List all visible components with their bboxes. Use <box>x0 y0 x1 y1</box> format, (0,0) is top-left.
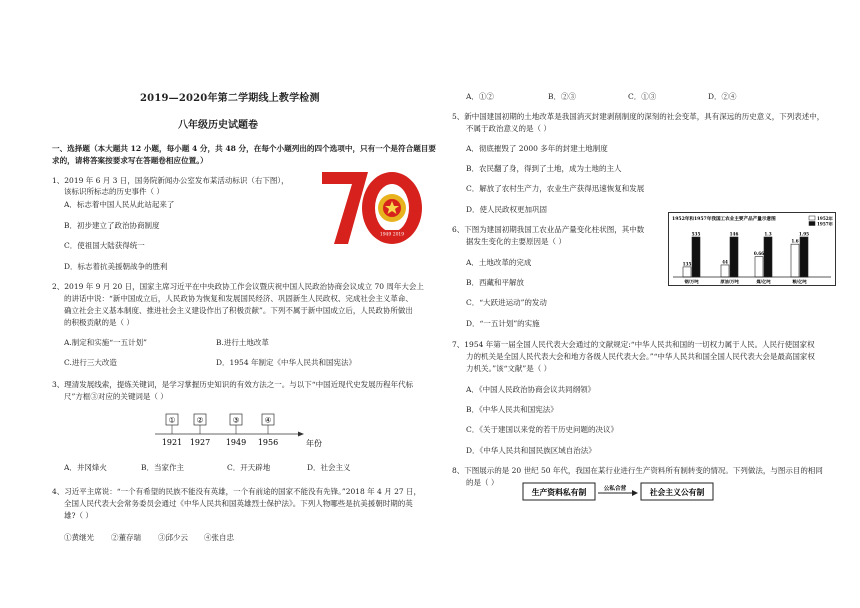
q4-stem-line3: 雄?（ ） <box>64 511 93 520</box>
timeline-year: 1921 <box>161 438 183 447</box>
chart-bar <box>692 237 700 277</box>
q6-option-b[interactable]: B．西藏和平解放 <box>466 278 525 287</box>
chart-bar <box>683 267 691 277</box>
q2-stem-line1: 2、2019 年 9 月 20 日，国家主席习近平在中央政协工作会议暨庆祝中国人民政治协商会议成立 70 周年大会上 <box>52 282 424 291</box>
q7-stem-line3: 力机关。”该“文献”是（ ） <box>466 364 552 373</box>
legend-label: 1952年 <box>817 215 833 221</box>
chart-bar <box>800 237 808 277</box>
q5-option-c[interactable]: C．解放了农村生产力，农业生产获得迅速恢复和发展 <box>466 184 645 193</box>
timeline-axis-label: 年份 <box>306 439 322 448</box>
ownership-diagram <box>522 481 722 503</box>
exam-subtitle: 八年级历史试题卷 <box>178 120 258 131</box>
q3-option-d[interactable]: D．社会主义 <box>307 463 351 472</box>
q7-option-d[interactable]: D．《中华人民共和国民族区域自治法》 <box>466 446 596 455</box>
chart-bar <box>755 257 763 277</box>
chart-bar <box>764 237 772 277</box>
timeline-box-label: ④ <box>264 415 272 425</box>
chart-bar <box>791 244 799 277</box>
q7-option-b[interactable]: B．《中华人民共和国宪法》 <box>466 405 558 414</box>
production-bar-chart <box>668 212 836 286</box>
chart-bar <box>721 265 729 277</box>
q5-option-d[interactable]: D．使人民政权更加巩固 <box>466 205 548 214</box>
timeline-box-label: ③ <box>232 415 240 425</box>
timeline-box-label: ② <box>196 415 204 425</box>
chart-data-label: 1.3 <box>764 231 772 237</box>
q4-option-a[interactable]: A．①② <box>466 92 494 101</box>
chart-data-label: 1.6 <box>791 238 799 244</box>
q4-item-3: ③邱少云 <box>158 533 188 542</box>
chart-category-label: 煤/亿吨 <box>756 279 771 284</box>
chart-data-label: 146 <box>729 231 739 237</box>
legend-swatch <box>809 222 815 226</box>
chart-data-label: 135 <box>682 261 692 267</box>
legend-label: 1957年 <box>817 221 833 227</box>
q2-option-a[interactable]: A.制定和实施“一五计划” <box>64 338 147 347</box>
q4-option-d[interactable]: D．②④ <box>708 92 737 101</box>
q4-option-b[interactable]: B．②③ <box>548 92 577 101</box>
q1-option-b[interactable]: B．初步建立了政治协商制度 <box>64 221 160 230</box>
q3-option-a[interactable]: A．井冈烽火 <box>64 463 107 472</box>
timeline-year: 1956 <box>257 438 279 447</box>
chart-bar <box>730 237 738 277</box>
q4-stem-line2: 全国人民代表大会常务委员会通过《中华人民共和国英雄烈士保护法》。下列人物哪些是抗美援朝时期的英 <box>64 499 413 508</box>
q6-option-a[interactable]: A．土地改革的完成 <box>466 258 532 267</box>
legend-swatch <box>809 216 815 220</box>
q6-stem-line1: 6、下图为建国初期我国工农业品产量变化柱状图，其中数 <box>452 225 645 234</box>
chart-data-label: 0.66 <box>753 251 765 257</box>
q2-option-c[interactable]: C.进行三大改造 <box>64 358 117 367</box>
ownership-box-public: 社会主义公有制 <box>649 488 705 497</box>
q4-item-1: ①黄继光 <box>64 533 94 542</box>
q2-stem-line3: 确立社会主义基本制度、推进社会主义建设作出了积极贡献”。下列不属于新中国成立后，人民政协所做出 <box>64 306 413 315</box>
q3-stem-line1: 3、理清发展线索，提炼关键词，是学习掌握历史知识的有效方法之一。与以下“中国近现代史发展历程年代标 <box>52 380 414 389</box>
chart-category-label: 钢/万吨 <box>684 279 699 284</box>
q8-stem-line2: 的是（ ） <box>466 478 499 487</box>
q1-stem-line1: 1、2019 年 6 月 3 日，国务院新闻办公室发布某活动标识（右下图）， <box>52 176 289 185</box>
timeline-box-label: ① <box>168 415 176 425</box>
q4-stem-line1: 4、习近平主席说：“一个有希望的民族不能没有英雄，一个有前途的国家不能没有先锋。”2018 年 4 月 27 日， <box>52 487 422 496</box>
q7-stem-line1: 7、1954 年第一届全国人民代表大会通过的文献规定:“中华人民共和国的一切权力属于人民。人民行使国家权 <box>452 340 815 349</box>
q4-item-4: ④张自忠 <box>204 533 234 542</box>
chart-legend <box>809 215 834 228</box>
exam-title: 2019—2020年第二学期线上教学检测 <box>140 93 320 104</box>
q1-option-a[interactable]: A．标志着中国人民从此站起来了 <box>64 200 175 209</box>
q1-stem-line2: 该标识所标志的历史事件（ ） <box>64 187 164 196</box>
q2-stem-line4: 的积极贡献的是（ ） <box>64 318 134 327</box>
chart-data-label: 535 <box>691 231 701 237</box>
q3-option-c[interactable]: C．开天辟地 <box>227 463 271 472</box>
q2-option-d[interactable]: D．1954 年制定《中华人民共和国宪法》 <box>216 358 356 367</box>
q2-stem-line2: 的讲话中说：“新中国成立后，人民政协为恢复和发展国民经济、巩固新生人民政权、完成社会主义革命、 <box>64 294 413 303</box>
anniversary-logo <box>318 164 426 248</box>
timeline-ruler <box>150 412 330 452</box>
q1-option-d[interactable]: D．标志着抗美援朝战争的胜利 <box>64 262 168 271</box>
q2-option-b[interactable]: B.进行土地改革 <box>216 338 269 347</box>
timeline-year: 1927 <box>189 438 211 447</box>
q3-stem-line2: 尺”方框③对应的关键词是（ ） <box>64 392 168 401</box>
q1-option-c[interactable]: C．使祖国大陆获得统一 <box>64 241 145 250</box>
svg-text:1949 2019: 1949 2019 <box>379 232 405 238</box>
chart-data-label: 1.95 <box>798 231 810 237</box>
section-heading: 一、选择题（本大题共 12 小题，每小题 4 分，共 48 分，在每个小题列出的四个选项中，只有一个是符合题目要求的，请将答案按要求写在答题卷相应位置。） <box>52 144 436 166</box>
q6-option-d[interactable]: D．“一五计划”的实施 <box>466 319 540 328</box>
q7-option-c[interactable]: C．《关于建国以来党的若干历史问题的决议》 <box>466 425 618 434</box>
q5-option-b[interactable]: B．农民翻了身，得到了土地，成为土地的主人 <box>466 164 622 173</box>
q4-option-c[interactable]: C．①③ <box>628 92 657 101</box>
chart-data-label: 44 <box>722 259 728 265</box>
q4-item-2: ②董存瑞 <box>111 533 141 542</box>
chart-category-label: 原油/万吨 <box>720 279 739 284</box>
q5-option-a[interactable]: A．彻底摧毁了 2000 多年的封建土地制度 <box>466 144 608 153</box>
q7-stem-line2: 力的机关是全国人民代表大会和地方各级人民代表大会。”“中华人民共和国全国人民代表大会是最高国家权 <box>466 352 815 361</box>
ownership-arrow-label: 公私合营 <box>603 486 627 492</box>
q6-option-c[interactable]: C．“大跃进运动”的发动 <box>466 298 547 307</box>
q6-stem-line2: 据发生变化的主要原因是（ ） <box>466 237 566 246</box>
q7-option-a[interactable]: A．《中国人民政治协商会议共同纲领》 <box>466 385 596 394</box>
q8-stem-line1: 8、下图展示的是 20 世纪 50 年代，我国在某行业进行生产资料所有制转变的情况。下列做法，与图示目的相同 <box>452 466 823 475</box>
ownership-box-private: 生产资料私有制 <box>531 488 587 497</box>
q5-stem-line2: 不属于政治意义的是（ ） <box>466 124 551 133</box>
q5-stem-line1: 5、新中国建国初期的土地改革是我国消灭封建剥削制度的深刻的社会变革，具有深远的历史意义，下列表述中， <box>452 112 825 121</box>
chart-category-label: 粮/亿吨 <box>792 279 807 284</box>
chart-title: 1952年和1957年我国工农业主要产品产量示意图 <box>672 217 776 222</box>
q3-option-b[interactable]: B．当家作主 <box>141 463 185 472</box>
timeline-year: 1949 <box>225 438 247 447</box>
